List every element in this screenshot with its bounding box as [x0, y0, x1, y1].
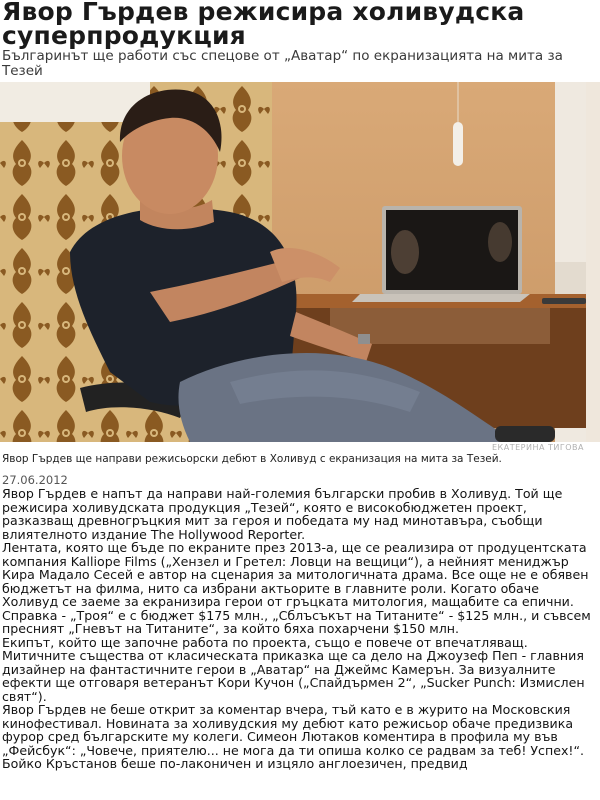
article-paragraph: Явор Гърдев не беше открит за коментар вчера, тъй като е в журито на Московския кинофестивал. Новината за холивудския му дебют като режисьор обаче предизвика фурор сред българските му колеги. Симеон Лютаков коментира в профила му във „Фейсбук“: „Човече, приятелю... не мога да ти опиша колко се радвам за теб! Успех!“. Бойко Кръстанов беше по-лаконичен и изцяло англоезичен, предвид [2, 702, 584, 771]
article-paragraph: Явор Гърдев е напът да направи най-големия български пробив в Холивуд. Той ще режисира холивудската продукция „Тезей“, която е високобюджетен проект, разказващ древногръцкия мит за героя и победата му над минотавъра, съобщи влиятелното издание The Hollywood Reporter. [2, 486, 563, 542]
photo-right-edge [586, 82, 600, 442]
article-body [2, 487, 598, 771]
article-paragraph: Лентата, която ще бъде по екраните през 2013-а, ще се реализира от продуцентската компания Kalliope Films („Хензел и Гретел: Ловци на вещици“), а нейният мениджър Кира Мадало Сесей е автор на сценария за митологичната драма. Все още не е обявен бюджетът на филма, нито са избрани актьорите в главните роли. Когато обаче Холивуд се заеме за екранизира герои от гръцката митология, мащабите са епични. Справка - „Троя“ е с бюджет $175 млн., „Сблъсъкът на Титаните“ - $125 млн., и съвсем пресният „Гневът на Титаните“, за който бяха похарчени $150 млн. [2, 540, 591, 636]
article-headline: Явор Гърдев режисира холивудска суперпродукция [2, 0, 525, 50]
photo-caption: Явор Гърдев ще направи режисьорски дебют в Холивуд с екранизация на мита за Тезей. [2, 453, 502, 465]
article-paragraph: Екипът, който ще започне работа по проекта, също е повече от впечатляващ. Митичните същества от класическата приказка ще са дело на Джоузеф Пеп - главния дизайнер на фантастичните герои в „Аватар“ на Джеймс Камерън. За визуалните ефекти ще отговаря ветеранът Кори Кучон („Спайдърмен 2“, „Sucker Punch: Измислен свят“). [2, 634, 585, 704]
photo-credit: ЕКАТЕРИНА ТИГОВА [492, 443, 584, 452]
article-photo [0, 82, 586, 442]
article-date: 27.06.2012 [2, 473, 68, 487]
article-subheadline: Българинът ще работи със спецове от „Аватар“ по екранизацията на мита за Тезей [2, 48, 563, 79]
